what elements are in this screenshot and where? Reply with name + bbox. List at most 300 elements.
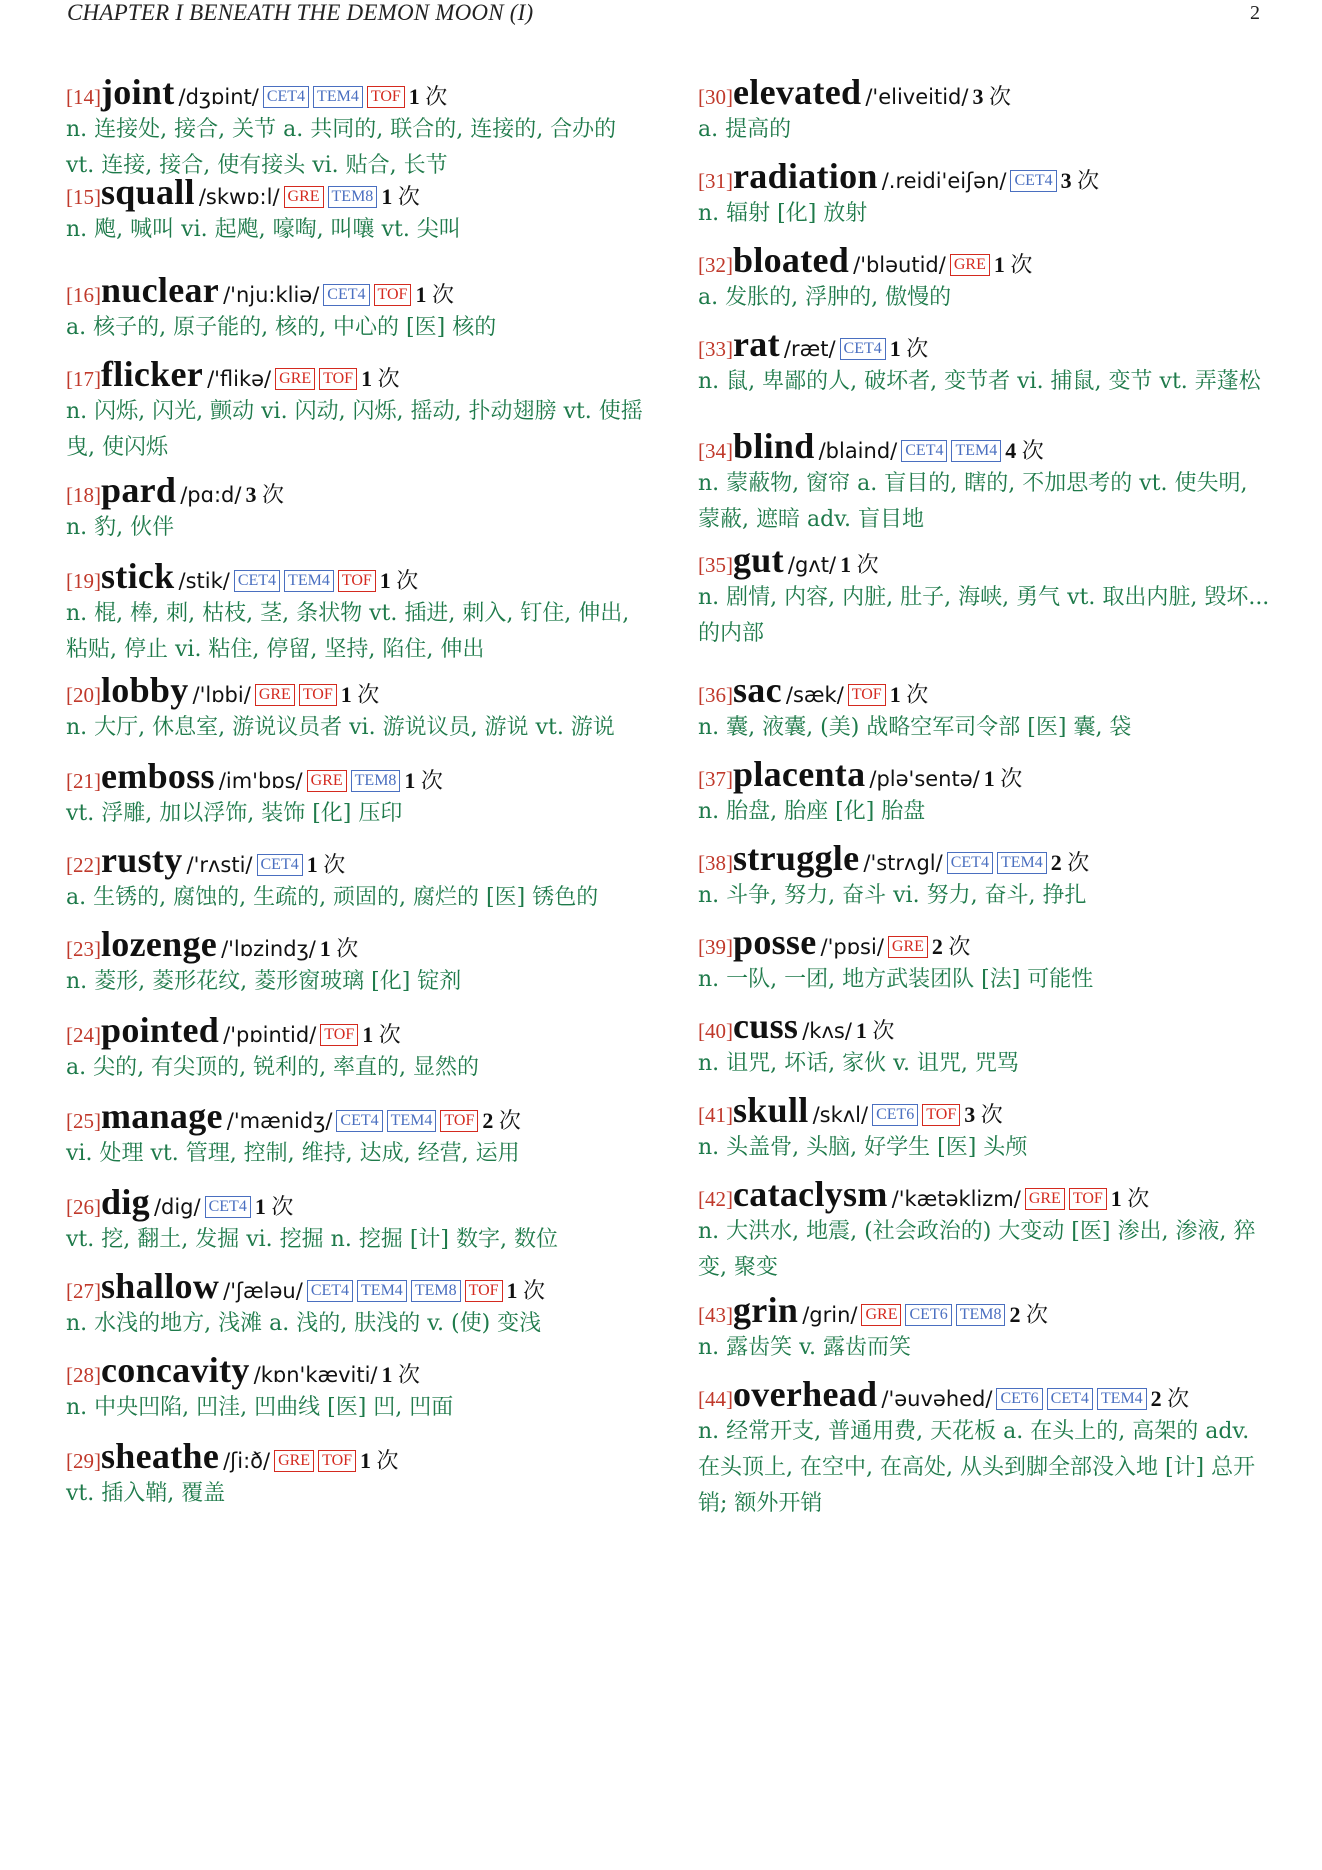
pronunciation: /kʌs/ <box>802 1019 852 1043</box>
frequency-number: 1 <box>415 282 427 307</box>
exam-tag-cet4: CET4 <box>257 854 303 876</box>
exam-tag-tem4: TEM4 <box>951 440 1001 462</box>
entry-number: [22] <box>66 853 101 877</box>
entry-number: [32] <box>698 253 733 277</box>
definition: vi. 处理 vt. 管理, 控制, 维持, 达成, 经营, 运用 <box>66 1141 520 1166</box>
exam-tag-gre: GRE <box>888 936 928 958</box>
exam-tag-cet4: CET4 <box>234 570 280 592</box>
vocab-entry <box>698 838 1270 914</box>
entry-number: [44] <box>698 1387 733 1411</box>
frequency-suffix: 次 <box>378 1022 401 1047</box>
definition: n. 鼠, 卑鄙的人, 破坏者, 变节者 vi. 捕鼠, 变节 vt. 弄蓬松 <box>698 369 1261 394</box>
pronunciation: /dʒɒint/ <box>178 85 259 109</box>
frequency-count <box>890 336 929 361</box>
frequency-number: 1 <box>855 1018 867 1043</box>
frequency-count <box>362 1022 401 1047</box>
definition: n. 辐射 [化] 放射 <box>698 201 868 226</box>
exam-tag-gre: GRE <box>307 770 347 792</box>
frequency-suffix: 次 <box>271 1194 294 1219</box>
frequency-suffix: 次 <box>523 1278 546 1303</box>
exam-tag-cet4: CET4 <box>307 1280 353 1302</box>
entry-headline <box>66 72 646 112</box>
exam-tag-cet4: CET4 <box>323 284 369 306</box>
headword: concavity <box>101 1350 250 1390</box>
pronunciation: /'pɒintid/ <box>223 1023 317 1047</box>
entry-number: [35] <box>698 553 733 577</box>
page-number: 2 <box>1250 2 1260 24</box>
pronunciation: /'bləutid/ <box>853 253 946 277</box>
frequency-count <box>972 84 1011 109</box>
frequency-suffix: 次 <box>1000 766 1023 791</box>
headword: overhead <box>733 1374 878 1414</box>
entry-headline <box>66 670 646 710</box>
exam-tag-cet4: CET4 <box>1047 1388 1093 1410</box>
exam-tag-tof: TOF <box>465 1280 503 1302</box>
vocab-entry <box>66 72 646 184</box>
frequency-number: 1 <box>361 366 373 391</box>
pronunciation: /grin/ <box>802 1303 858 1327</box>
definition: a. 核子的, 原子能的, 核的, 中心的 [医] 核的 <box>66 315 497 340</box>
exam-tag-gre: GRE <box>284 186 324 208</box>
vocab-entry <box>698 1090 1270 1166</box>
entry-number: [26] <box>66 1195 101 1219</box>
exam-tag-tof: TOF <box>367 86 405 108</box>
frequency-number: 1 <box>840 552 852 577</box>
entry-headline <box>66 1266 646 1306</box>
exam-tag-cet6: CET6 <box>872 1104 918 1126</box>
vocab-entry <box>698 1290 1270 1366</box>
entry-number: [27] <box>66 1279 101 1303</box>
pronunciation: /pɑ:d/ <box>180 483 242 507</box>
exam-tag-cet6: CET6 <box>905 1304 951 1326</box>
frequency-count <box>1009 1302 1048 1327</box>
exam-tag-cet4: CET4 <box>1010 170 1056 192</box>
frequency-number: 1 <box>340 682 352 707</box>
exam-tag-tof: TOF <box>318 1450 356 1472</box>
entry-headline <box>698 1374 1270 1414</box>
entry-number: [37] <box>698 767 733 791</box>
definition: n. 大厅, 休息室, 游说议员者 vi. 游说议员, 游说 vt. 游说 <box>66 715 615 740</box>
frequency-count <box>890 682 929 707</box>
exam-tag-tof: TOF <box>374 284 412 306</box>
exam-tag-tof: TOF <box>338 570 376 592</box>
exam-tag-gre: GRE <box>950 254 990 276</box>
frequency-number: 3 <box>245 482 257 507</box>
pronunciation: /'strʌgl/ <box>863 851 943 875</box>
frequency-suffix: 次 <box>261 482 284 507</box>
entry-number: [38] <box>698 851 733 875</box>
entry-number: [20] <box>66 683 101 707</box>
headword: skull <box>733 1090 809 1130</box>
frequency-count <box>482 1108 521 1133</box>
definition: n. 棍, 棒, 刺, 枯枝, 茎, 条状物 vt. 插进, 刺入, 钉住, 伸出, 粘贴, 停止 vi. 粘住, 停留, 坚持, 陷住, 伸出 <box>66 601 630 662</box>
definition: n. 一队, 一团, 地方武装团队 [法] 可能性 <box>698 967 1094 992</box>
definition: n. 连接处, 接合, 关节 a. 共同的, 联合的, 连接的, 合办的 vt. 连接, 接合, 使有接头 vi. 贴合, 长节 <box>66 117 617 178</box>
vocab-entry <box>66 470 646 546</box>
entry-headline <box>66 172 646 212</box>
headword: joint <box>101 72 175 112</box>
frequency-suffix: 次 <box>398 1362 421 1387</box>
frequency-suffix: 次 <box>420 768 443 793</box>
frequency-suffix: 次 <box>336 936 359 961</box>
frequency-number: 4 <box>1005 438 1017 463</box>
frequency-suffix: 次 <box>1067 850 1090 875</box>
exam-tag-tem4: TEM4 <box>387 1110 437 1132</box>
entry-headline <box>698 922 1270 962</box>
headword: sac <box>733 670 782 710</box>
headword: rat <box>733 324 780 364</box>
pronunciation: /dig/ <box>153 1195 201 1219</box>
vocab-entry <box>66 756 646 832</box>
entry-headline <box>66 354 646 394</box>
definition: n. 菱形, 菱形花纹, 菱形窗玻璃 [化] 锭剂 <box>66 969 462 994</box>
frequency-count <box>507 1278 546 1303</box>
entry-number: [41] <box>698 1103 733 1127</box>
pronunciation: /'lɒbi/ <box>192 683 251 707</box>
frequency-suffix: 次 <box>906 336 929 361</box>
frequency-number: 1 <box>889 336 901 361</box>
frequency-count <box>964 1102 1003 1127</box>
headword: grin <box>733 1290 799 1330</box>
pronunciation: /'flikə/ <box>207 367 272 391</box>
vocab-entry <box>698 72 1270 148</box>
exam-tag-tem4: TEM4 <box>1097 1388 1147 1410</box>
exam-tag-tem8: TEM8 <box>351 770 401 792</box>
pronunciation: /skwɒ:l/ <box>198 185 280 209</box>
frequency-number: 2 <box>1050 850 1062 875</box>
frequency-number: 2 <box>931 934 943 959</box>
frequency-number: 1 <box>306 852 318 877</box>
exam-tag-cet4: CET4 <box>263 86 309 108</box>
vocab-entry <box>66 1182 646 1258</box>
exam-tag-tof: TOF <box>922 1104 960 1126</box>
entry-number: [34] <box>698 439 733 463</box>
entry-number: [24] <box>66 1023 101 1047</box>
vocab-entry <box>698 240 1270 316</box>
frequency-count <box>381 184 420 209</box>
headword: blind <box>733 426 815 466</box>
entry-number: [33] <box>698 337 733 361</box>
headword: pard <box>101 470 177 510</box>
chapter-title: CHAPTER I BENEATH THE DEMON MOON (I) <box>67 0 534 25</box>
definition: n. 斗争, 努力, 奋斗 vi. 努力, 奋斗, 挣扎 <box>698 883 1087 908</box>
definition: n. 大洪水, 地震, (社会政治的) 大变动 [医] 渗出, 渗液, 猝变, 聚变 <box>698 1219 1256 1280</box>
headword: gut <box>733 540 784 580</box>
frequency-suffix: 次 <box>856 552 879 577</box>
entry-number: [15] <box>66 185 101 209</box>
definition: a. 生锈的, 腐蚀的, 生疏的, 顽固的, 腐烂的 [医] 锈色的 <box>66 885 599 910</box>
headword: stick <box>101 556 175 596</box>
headword: shallow <box>101 1266 220 1306</box>
definition: a. 尖的, 有尖顶的, 锐利的, 率直的, 显然的 <box>66 1055 480 1080</box>
entry-number: [17] <box>66 367 101 391</box>
frequency-number: 1 <box>379 568 391 593</box>
frequency-suffix: 次 <box>397 184 420 209</box>
entry-number: [30] <box>698 85 733 109</box>
exam-tag-tem8: TEM8 <box>956 1304 1006 1326</box>
exam-tag-tof: TOF <box>319 368 357 390</box>
exam-tag-tem4: TEM4 <box>357 1280 407 1302</box>
entry-number: [28] <box>66 1363 101 1387</box>
pronunciation: /stik/ <box>178 569 230 593</box>
exam-tag-tof: TOF <box>1069 1188 1107 1210</box>
entry-number: [21] <box>66 769 101 793</box>
frequency-suffix: 次 <box>323 852 346 877</box>
vocab-entry <box>66 670 646 746</box>
frequency-number: 1 <box>360 1448 372 1473</box>
exam-tag-cet4: CET4 <box>336 1110 382 1132</box>
definition: n. 经常开支, 普通用费, 天花板 a. 在头上的, 高架的 adv. 在头顶上, 在空中, 在高处, 从头到脚全部没入地 [计] 总开销; 额外开销 <box>698 1419 1256 1516</box>
vocab-entry <box>698 540 1270 652</box>
entry-headline <box>698 324 1270 364</box>
frequency-suffix: 次 <box>1127 1186 1150 1211</box>
exam-tag-tem4: TEM4 <box>997 852 1047 874</box>
entry-headline <box>698 754 1270 794</box>
frequency-suffix: 次 <box>431 282 454 307</box>
entry-headline <box>66 924 646 964</box>
entry-number: [42] <box>698 1187 733 1211</box>
exam-tag-tem4: TEM4 <box>284 570 334 592</box>
exam-tag-tof: TOF <box>440 1110 478 1132</box>
definition: n. 水浅的地方, 浅滩 a. 浅的, 肤浅的 v. (使) 变浅 <box>66 1311 542 1336</box>
frequency-number: 1 <box>993 252 1005 277</box>
frequency-count <box>984 766 1023 791</box>
pronunciation: /'ʃæləu/ <box>223 1279 303 1303</box>
definition: n. 闪烁, 闪光, 颤动 vi. 闪动, 闪烁, 摇动, 扑动翅膀 vt. 使摇曳, 使闪烁 <box>66 399 643 460</box>
frequency-count <box>245 482 284 507</box>
frequency-number: 1 <box>254 1194 266 1219</box>
vocab-entry <box>698 670 1270 746</box>
headword: squall <box>101 172 195 212</box>
entry-headline <box>698 1174 1270 1214</box>
definition: n. 头盖骨, 头脑, 好学生 [医] 头颅 <box>698 1135 1028 1160</box>
vocab-entry <box>698 1174 1270 1286</box>
frequency-count <box>360 1448 399 1473</box>
exam-tag-tof: TOF <box>299 684 337 706</box>
entry-number: [18] <box>66 483 101 507</box>
exam-tag-tof: TOF <box>848 684 886 706</box>
pronunciation: /'mænidʒ/ <box>226 1109 333 1133</box>
entry-headline <box>698 1006 1270 1046</box>
headword: elevated <box>733 72 862 112</box>
entry-number: [25] <box>66 1109 101 1133</box>
entry-headline <box>66 756 646 796</box>
entry-number: [39] <box>698 935 733 959</box>
pronunciation: /sæk/ <box>785 683 844 707</box>
vocab-entry <box>66 556 646 668</box>
frequency-count <box>361 366 400 391</box>
entry-headline <box>698 1090 1270 1130</box>
entry-headline <box>66 840 646 880</box>
frequency-count <box>932 934 971 959</box>
entry-headline <box>698 156 1270 196</box>
frequency-suffix: 次 <box>357 682 380 707</box>
vocab-entry <box>66 172 646 248</box>
headword: lobby <box>101 670 189 710</box>
headword: cuss <box>733 1006 799 1046</box>
headword: rusty <box>101 840 183 880</box>
frequency-number: 1 <box>983 766 995 791</box>
vocab-entry <box>698 922 1270 998</box>
entry-headline <box>66 1182 646 1222</box>
entry-number: [36] <box>698 683 733 707</box>
definition: n. 诅咒, 坏话, 家伙 v. 诅咒, 咒骂 <box>698 1051 1019 1076</box>
definition: n. 豹, 伙伴 <box>66 515 175 540</box>
exam-tag-gre: GRE <box>274 1450 314 1472</box>
entry-number: [19] <box>66 569 101 593</box>
frequency-suffix: 次 <box>1167 1386 1190 1411</box>
frequency-count <box>307 852 346 877</box>
vocab-entry <box>66 1436 646 1512</box>
definition: n. 飑, 喊叫 vi. 起飑, 嚎啕, 叫嚷 vt. 尖叫 <box>66 217 461 242</box>
exam-tag-cet4: CET4 <box>840 338 886 360</box>
frequency-number: 1 <box>506 1278 518 1303</box>
frequency-suffix: 次 <box>906 682 929 707</box>
exam-tag-gre: GRE <box>861 1304 901 1326</box>
vocab-entry <box>66 354 646 466</box>
frequency-number: 1 <box>381 1362 393 1387</box>
frequency-number: 1 <box>408 84 420 109</box>
vocab-entry <box>66 1350 646 1426</box>
frequency-suffix: 次 <box>425 84 448 109</box>
frequency-count <box>380 568 419 593</box>
frequency-suffix: 次 <box>988 84 1011 109</box>
frequency-count <box>1051 850 1090 875</box>
vocab-entry <box>66 1266 646 1342</box>
pronunciation: /'eliveitid/ <box>865 85 969 109</box>
definition: a. 发胀的, 浮肿的, 傲慢的 <box>698 285 952 310</box>
frequency-number: 2 <box>482 1108 494 1133</box>
frequency-number: 1 <box>381 184 393 209</box>
pronunciation: /ræt/ <box>783 337 836 361</box>
frequency-suffix: 次 <box>376 1448 399 1473</box>
pronunciation: /'pɒsi/ <box>820 935 884 959</box>
entry-headline <box>66 1096 646 1136</box>
exam-tag-cet6: CET6 <box>996 1388 1042 1410</box>
frequency-count <box>994 252 1033 277</box>
frequency-count <box>840 552 879 577</box>
frequency-number: 1 <box>1110 1186 1122 1211</box>
frequency-number: 3 <box>972 84 984 109</box>
definition: n. 露齿笑 v. 露齿而笑 <box>698 1335 911 1360</box>
headword: placenta <box>733 754 866 794</box>
frequency-number: 2 <box>1150 1386 1162 1411</box>
entry-number: [23] <box>66 937 101 961</box>
pronunciation: /im'bɒs/ <box>218 769 303 793</box>
vocab-entry <box>698 1006 1270 1082</box>
pronunciation: /ʃi:ð/ <box>223 1449 271 1473</box>
headword: sheathe <box>101 1436 220 1476</box>
entry-number: [16] <box>66 283 101 307</box>
frequency-suffix: 次 <box>1025 1302 1048 1327</box>
pronunciation: /'kætəklizm/ <box>891 1187 1021 1211</box>
entry-number: [29] <box>66 1449 101 1473</box>
pronunciation: /skʌl/ <box>812 1103 869 1127</box>
frequency-count <box>1111 1186 1150 1211</box>
definition: vt. 浮雕, 加以浮饰, 装饰 [化] 压印 <box>66 801 403 826</box>
headword: bloated <box>733 240 850 280</box>
frequency-count <box>382 1362 421 1387</box>
frequency-suffix: 次 <box>980 1102 1003 1127</box>
entry-headline <box>66 1436 646 1476</box>
frequency-count <box>255 1194 294 1219</box>
entry-headline <box>698 540 1270 580</box>
frequency-count <box>415 282 454 307</box>
entry-number: [31] <box>698 169 733 193</box>
frequency-suffix: 次 <box>1010 252 1033 277</box>
vocab-entry <box>66 1010 646 1086</box>
frequency-suffix: 次 <box>1077 168 1100 193</box>
definition: n. 胎盘, 胎座 [化] 胎盘 <box>698 799 926 824</box>
frequency-count <box>409 84 448 109</box>
entry-headline <box>66 1350 646 1390</box>
pronunciation: /'əuvəhed/ <box>881 1387 993 1411</box>
headword: nuclear <box>101 270 220 310</box>
vocab-entry <box>698 426 1270 538</box>
exam-tag-tem8: TEM8 <box>411 1280 461 1302</box>
pronunciation: /blaind/ <box>818 439 898 463</box>
entry-headline <box>66 470 646 510</box>
exam-tag-cet4: CET4 <box>947 852 993 874</box>
frequency-number: 2 <box>1009 1302 1021 1327</box>
frequency-number: 1 <box>404 768 416 793</box>
frequency-suffix: 次 <box>498 1108 521 1133</box>
definition: vt. 挖, 翻土, 发掘 vi. 挖掘 n. 挖掘 [计] 数字, 数位 <box>66 1227 558 1252</box>
exam-tag-tof: TOF <box>320 1024 358 1046</box>
definition: n. 中央凹陷, 凹洼, 凹曲线 [医] 凹, 凹面 <box>66 1395 454 1420</box>
exam-tag-gre: GRE <box>1025 1188 1065 1210</box>
frequency-suffix: 次 <box>377 366 400 391</box>
entry-number: [14] <box>66 85 101 109</box>
pronunciation: /plə'sentə/ <box>869 767 980 791</box>
exam-tag-gre: GRE <box>255 684 295 706</box>
entry-headline <box>698 72 1270 112</box>
exam-tag-tem4: TEM4 <box>313 86 363 108</box>
frequency-count <box>320 936 359 961</box>
pronunciation: /'nju:kliə/ <box>223 283 320 307</box>
headword: cataclysm <box>733 1174 888 1214</box>
frequency-count <box>1061 168 1100 193</box>
exam-tag-gre: GRE <box>275 368 315 390</box>
exam-tag-tem8: TEM8 <box>328 186 378 208</box>
frequency-suffix: 次 <box>872 1018 895 1043</box>
pronunciation: /gʌt/ <box>787 553 837 577</box>
entry-headline <box>698 838 1270 878</box>
frequency-suffix: 次 <box>1021 438 1044 463</box>
pronunciation: /'rʌsti/ <box>186 853 253 877</box>
headword: emboss <box>101 756 215 796</box>
frequency-number: 1 <box>362 1022 374 1047</box>
headword: manage <box>101 1096 223 1136</box>
headword: struggle <box>733 838 860 878</box>
headword: pointed <box>101 1010 220 1050</box>
vocab-entry <box>66 270 646 346</box>
frequency-suffix: 次 <box>396 568 419 593</box>
pronunciation: /'lɒzindʒ/ <box>221 937 316 961</box>
frequency-count <box>404 768 443 793</box>
exam-tag-cet4: CET4 <box>901 440 947 462</box>
entry-number: [43] <box>698 1303 733 1327</box>
frequency-count <box>341 682 380 707</box>
vocab-entry <box>698 156 1270 232</box>
entry-headline <box>698 426 1270 466</box>
entry-number: [40] <box>698 1019 733 1043</box>
definition: n. 蒙蔽物, 窗帘 a. 盲目的, 瞎的, 不加思考的 vt. 使失明, 蒙蔽, 遮暗 adv. 盲目地 <box>698 471 1248 532</box>
frequency-number: 1 <box>889 682 901 707</box>
entry-headline <box>66 270 646 310</box>
entry-headline <box>698 240 1270 280</box>
entry-headline <box>66 1010 646 1050</box>
